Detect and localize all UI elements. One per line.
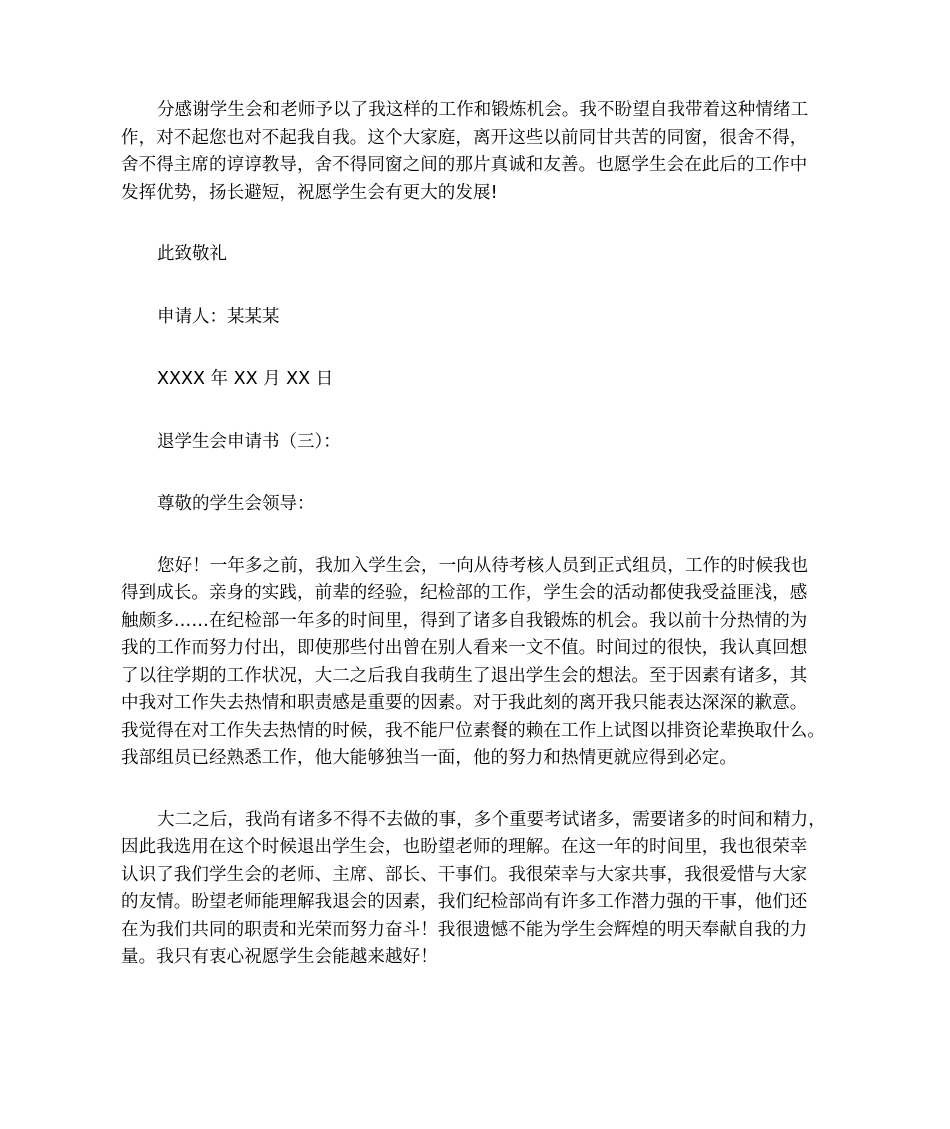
closing-text: 此致敬礼 bbox=[157, 244, 227, 264]
text-line: 我觉得在对工作失去热情的时候，我不能尸位素餐的赖在工作上试图以排资论辈换取什么。 bbox=[121, 720, 825, 741]
salutation: 尊敬的学生会领导： bbox=[157, 494, 315, 514]
text-line: 分感谢学生会和老师予以了我这样的工作和锻炼机会。我不盼望自我带着这种情绪工 bbox=[157, 100, 809, 120]
text-line: 因此我选用在这个时候退出学生会，也盼望老师的理解。在这一年的时间里，我也很荣幸 bbox=[121, 837, 808, 857]
text-line: 得到成长。亲身的实践，前辈的经验，纪检部的工作，学生会的活动都使我受益匪浅，感 bbox=[121, 583, 808, 603]
text-line: 发挥优势，扬长避短，祝愿学生会有更大的发展! bbox=[121, 182, 498, 203]
text-line: 您好！一年多之前，我加入学生会，一向从待考核人员到正式组员，工作的时候我也 bbox=[157, 555, 809, 576]
text-line: 作，对不起您也对不起我自我。这个大家庭，离开这些以前同甘共苦的同窗，很舍不得， bbox=[121, 127, 808, 148]
section-title: 退学生会申请书（三）： bbox=[157, 431, 341, 452]
date-line: XXXX 年 XX 月 XX 日 bbox=[157, 369, 334, 389]
text-line: 舍不得主席的谆谆教导，舍不得同窗之间的那片真诚和友善。也愿学生会在此后的工作中 bbox=[121, 155, 808, 175]
text-line: 我部组员已经熟悉工作，他大能够独当一面，他的努力和热情更就应得到必定。 bbox=[121, 748, 737, 768]
paragraph-farewell bbox=[121, 807, 841, 972]
text-line: 认识了我们学生会的老师、主席、部长、干事们。我很荣幸与大家共事，我很爱惜与大家 bbox=[121, 864, 808, 885]
text-line: 我的工作而努力付出，即使那些付出曾在别人看来一文不值。时间过的很快，我认真回想 bbox=[121, 638, 808, 658]
document-body bbox=[121, 97, 841, 972]
text-line: 在为我们共同的职责和光荣而努力奋斗！我很遗憾不能为学生会辉煌的明天奉献自我的力 bbox=[121, 919, 808, 940]
text-line: 大二之后，我尚有诸多不得不去做的事，多个重要考试诸多，需要诸多的时间和精力， bbox=[157, 809, 826, 830]
applicant-line: 申请人：某某某 bbox=[157, 306, 280, 327]
text-line: 中我对工作失去热情和职责感是重要的因素。对于我此刻的离开我只能表达深深的歉意。 bbox=[121, 693, 808, 713]
paragraph-gratitude bbox=[121, 97, 841, 207]
text-line: 了以往学期的工作状况，大二之后我自我萌生了退出学生会的想法。至于因素有诸多，其 bbox=[121, 665, 808, 686]
text-line: 的友情。盼望老师能理解我退会的因素，我们纪检部尚有许多工作潜力强的干事，他们还 bbox=[121, 892, 808, 912]
paragraph-reasons bbox=[121, 553, 841, 773]
text-line: 触颇多……在纪检部一年多的时间里，得到了诸多自我锻炼的机会。我以前十分热情的为 bbox=[121, 610, 808, 631]
text-line: 量。我只有衷心祝愿学生会能越来越好！ bbox=[121, 947, 438, 967]
